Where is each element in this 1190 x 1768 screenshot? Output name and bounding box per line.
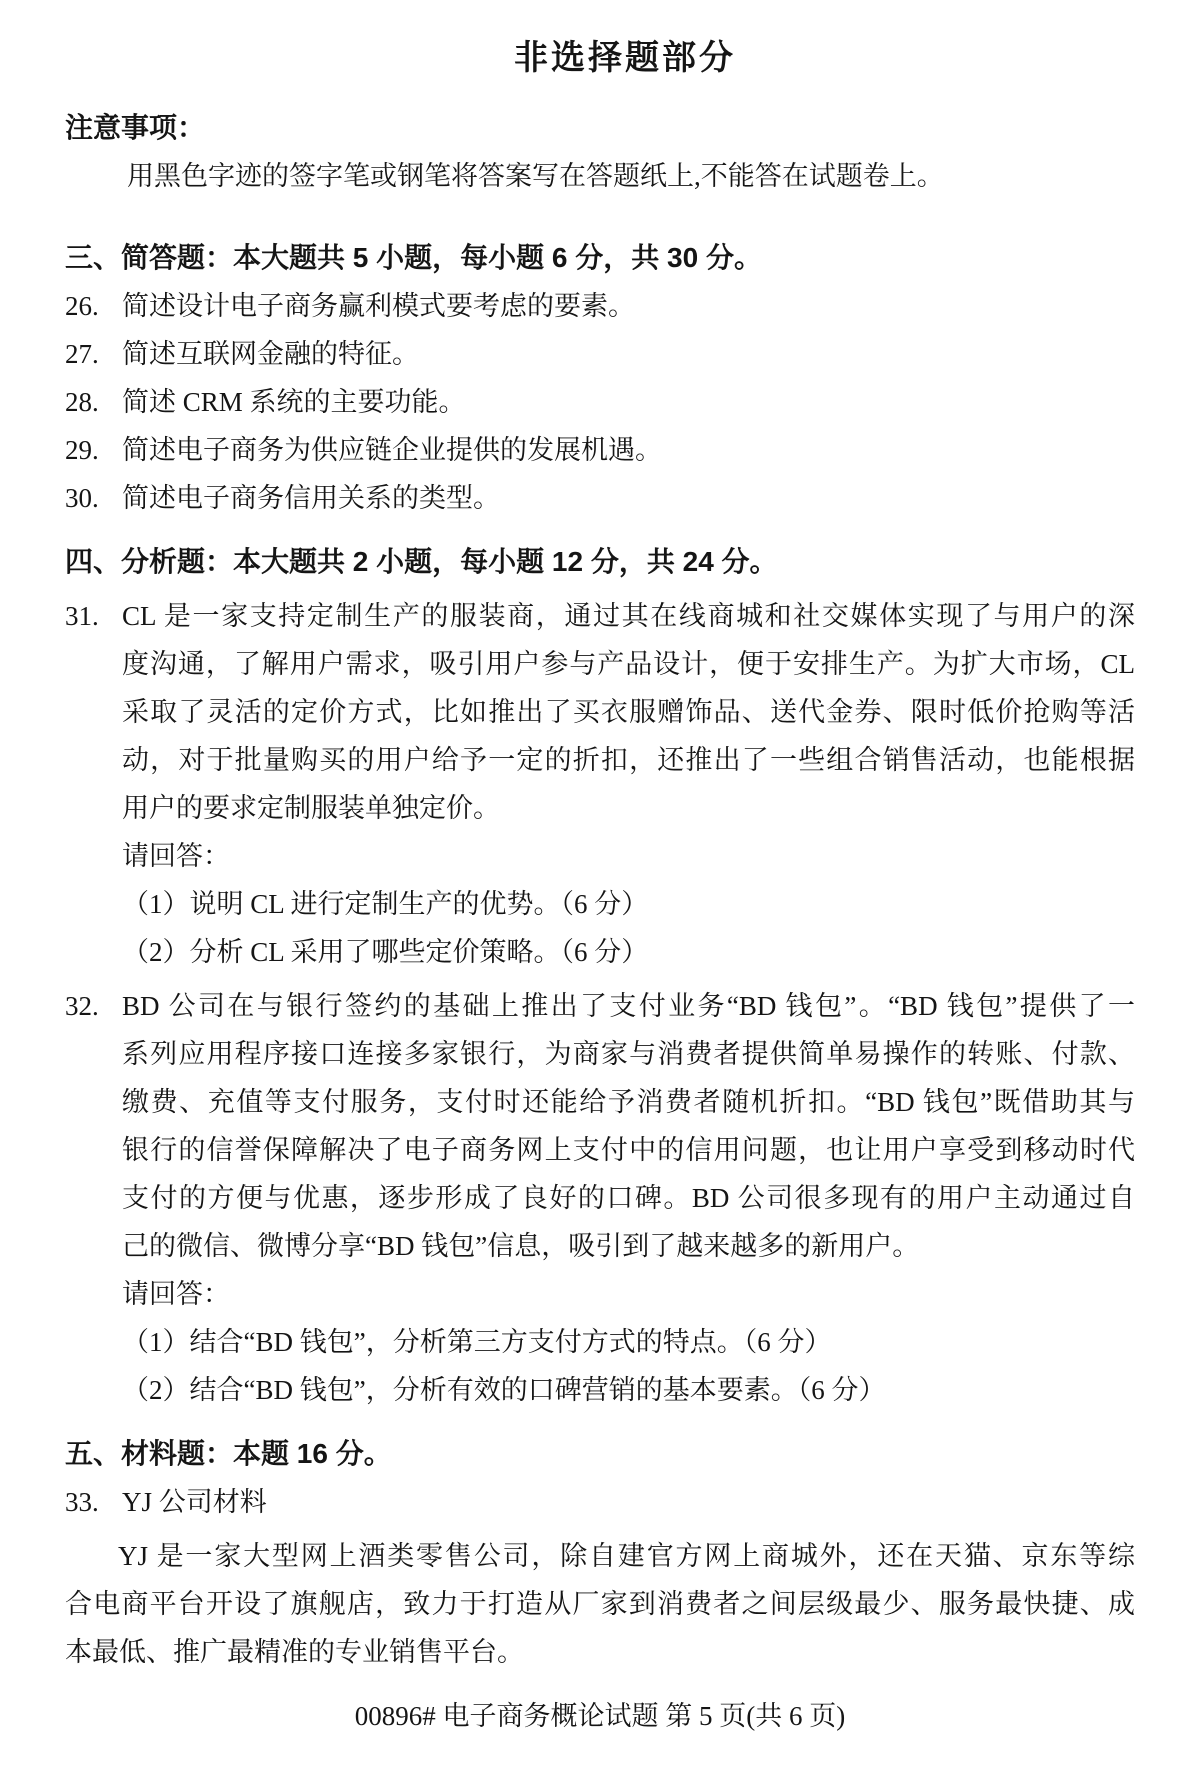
question-item <box>65 1478 1135 1526</box>
question-text: 简述设计电子商务赢利模式要考虑的要素。 <box>122 291 635 321</box>
paragraph-line: 支付的方便与优惠，逐步形成了良好的口碑。BD 公司很多现有的用户主动通过自 <box>122 1183 1135 1213</box>
notice-label: 注意事项： <box>65 112 206 143</box>
question-subline: （2）分析 CL 采用了哪些定价策略。（6 分） <box>122 937 649 967</box>
paragraph-line: CL 是一家支持定制生产的服装商，通过其在线商城和社交媒体实现了与用户的深 <box>122 601 1135 631</box>
paragraph-line: 动，对于批量购买的用户给予一定的折扣，还推出了一些组合销售活动，也能根据 <box>122 745 1135 775</box>
paragraph-line: 度沟通，了解用户需求，吸引用户参与产品设计，便于安排生产。为扩大市场，CL <box>122 649 1135 679</box>
question-item <box>65 592 1135 832</box>
paragraph-line: 系列应用程序接口连接多家银行，为商家与消费者提供简单易操作的转账、付款、 <box>122 1039 1135 1069</box>
paragraph-line: YJ 是一家大型网上酒类零售公司，除自建官方网上商城外，还在天猫、京东等综 <box>118 1541 1135 1571</box>
section-heading: 三、简答题：本大题共 5 小题，每小题 6 分，共 30 分。 <box>65 242 762 273</box>
question-number: 27. <box>65 339 99 369</box>
paragraph-line: 本最低、推广最精准的专业销售平台。 <box>65 1637 524 1667</box>
paragraph-line: 用户的要求定制服装单独定价。 <box>122 793 500 823</box>
question-subline: 请回答： <box>122 841 230 871</box>
question-item <box>65 330 1135 378</box>
question-subline: （2）结合“BD 钱包”，分析有效的口碑营销的基本要素。（6 分） <box>122 1375 886 1405</box>
question-number: 29. <box>65 435 99 465</box>
question-text: 简述电子商务信用关系的类型。 <box>122 483 500 513</box>
question-number: 31. <box>65 601 99 631</box>
page-footer: 00896# 电子商务概论试题 第 5 页(共 6 页) <box>354 1701 846 1731</box>
section-heading: 五、材料题：本题 16 分。 <box>65 1438 392 1469</box>
question-text: YJ 公司材料 <box>122 1487 267 1517</box>
paragraph-line: BD 公司在与银行签约的基础上推出了支付业务“BD 钱包”。“BD 钱包”提供了一 <box>122 991 1135 1021</box>
question-number: 26. <box>65 291 99 321</box>
material-paragraph <box>65 1532 1135 1676</box>
question-text: 简述电子商务为供应链企业提供的发展机遇。 <box>122 435 662 465</box>
question-text: 简述 CRM 系统的主要功能。 <box>122 387 466 417</box>
question-item <box>65 474 1135 522</box>
question-paragraph <box>122 592 1135 832</box>
paragraph-line: 银行的信誉保障解决了电子商务网上支付中的信用问题，也让用户享受到移动时代 <box>122 1135 1135 1165</box>
question-item <box>65 982 1135 1270</box>
question-text: 简述互联网金融的特征。 <box>122 339 419 369</box>
question-number: 28. <box>65 387 99 417</box>
page-title: 非选择题部分 <box>514 39 736 77</box>
question-subline: 请回答： <box>122 1279 230 1309</box>
question-item <box>65 282 1135 330</box>
question-subline: （1）结合“BD 钱包”，分析第三方支付方式的特点。（6 分） <box>122 1327 832 1357</box>
question-subline: （1）说明 CL 进行定制生产的优势。（6 分） <box>122 889 649 919</box>
question-item <box>65 378 1135 426</box>
question-item <box>65 426 1135 474</box>
paragraph-line: 采取了灵活的定价方式，比如推出了买衣服赠饰品、送代金券、限时低价抢购等活 <box>122 697 1135 727</box>
paragraph-line: 缴费、充值等支付服务，支付时还能给予消费者随机折扣。“BD 钱包”既借助其与 <box>122 1087 1135 1117</box>
question-number: 30. <box>65 483 99 513</box>
question-number: 32. <box>65 991 99 1021</box>
notice-text: 用黑色字迹的签字笔或钢笔将答案写在答题纸上,不能答在试题卷上。 <box>127 161 944 191</box>
question-paragraph <box>122 982 1135 1270</box>
question-number: 33. <box>65 1487 99 1517</box>
content-blocks <box>65 234 1135 1676</box>
paragraph-line: 合电商平台开设了旗舰店，致力于打造从厂家到消费者之间层级最少、服务最快捷、成 <box>65 1589 1135 1619</box>
paragraph-line: 己的微信、微博分享“BD 钱包”信息，吸引到了越来越多的新用户。 <box>122 1231 920 1261</box>
section-heading: 四、分析题：本大题共 2 小题，每小题 12 分，共 24 分。 <box>65 546 778 577</box>
